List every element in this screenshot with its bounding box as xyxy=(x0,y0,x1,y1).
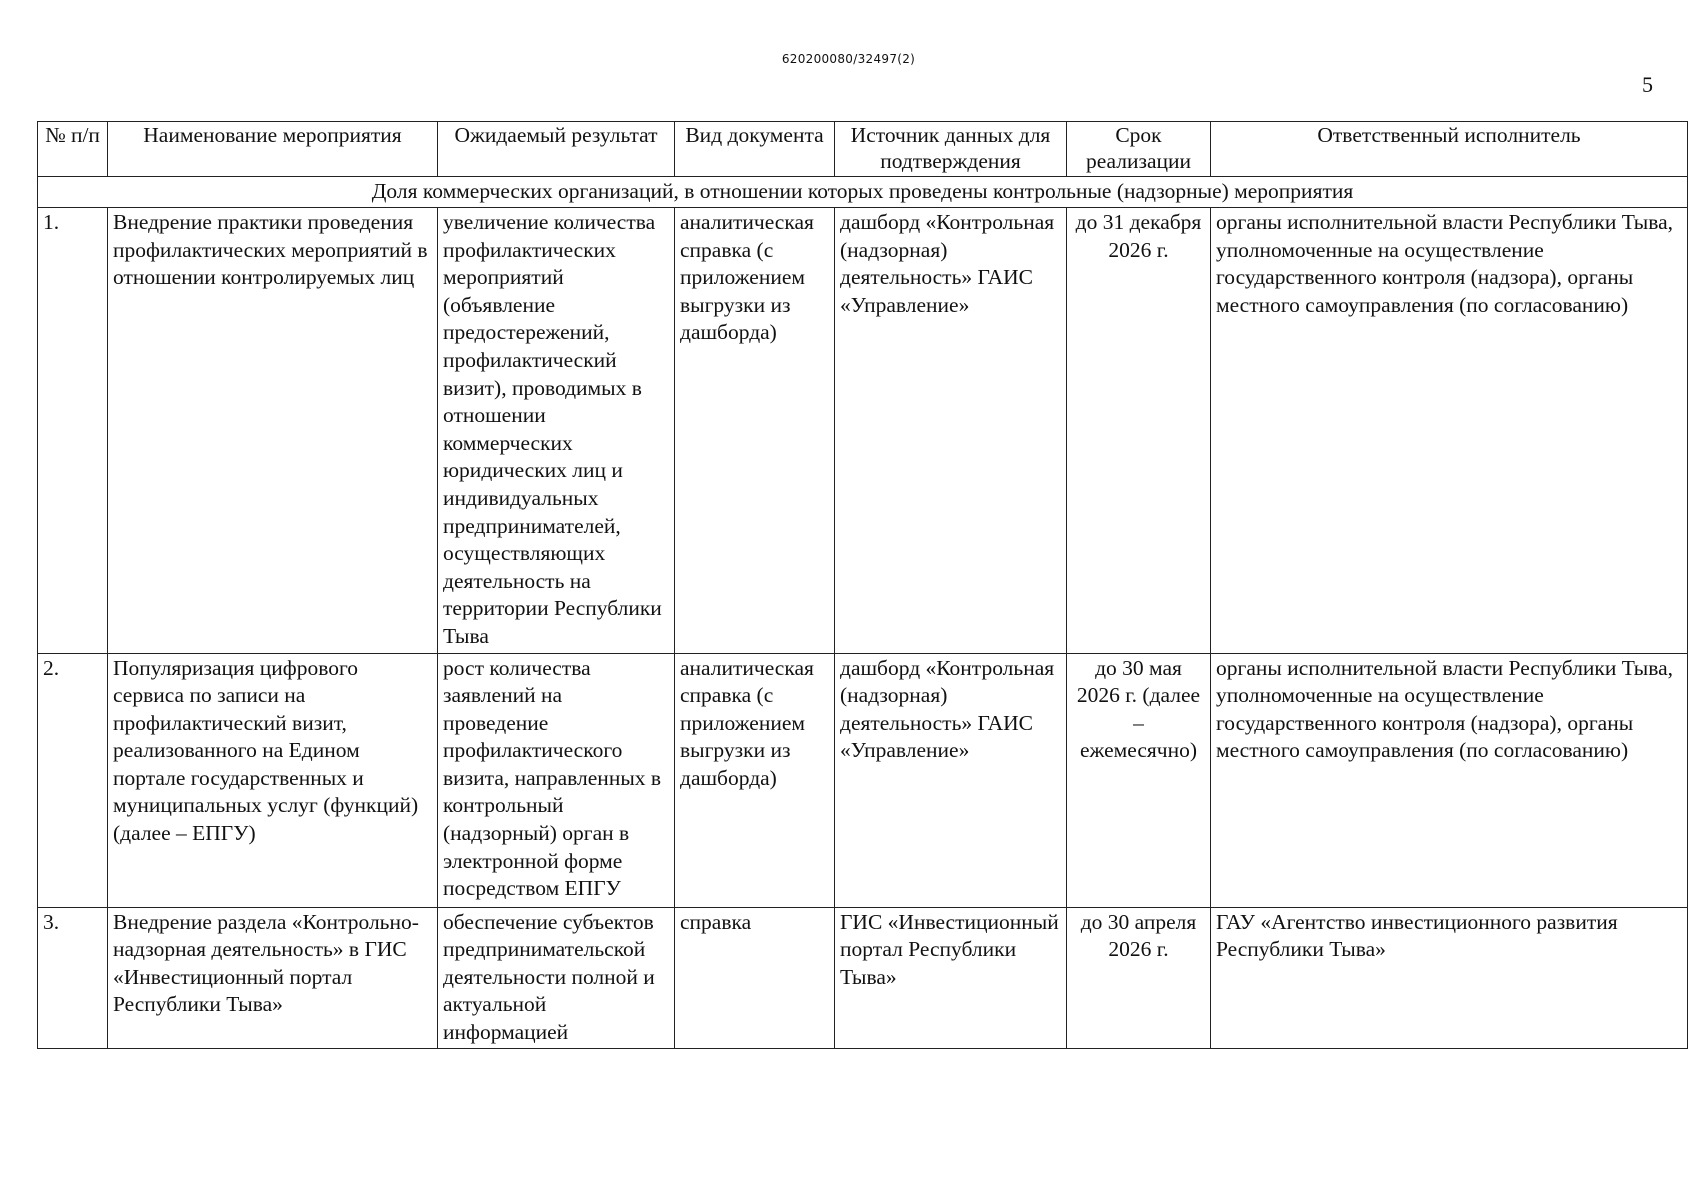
header-name: Наименование мероприятия xyxy=(108,122,438,177)
row-name: Популяризация цифрового сервиса по записи на профилактический визит, реализованного на Едином портале государственных и муниципальных услуг (функций) (далее – ЕПГУ) xyxy=(108,653,438,907)
row-deadline: до 30 мая 2026 г. (далее – ежемесячно) xyxy=(1067,653,1211,907)
row-result: рост количества заявлений на проведение профилактического визита, направленных в контрольный (надзорный) орган в электронной форме посредством ЕПГУ xyxy=(438,653,675,907)
row-responsible: органы исполнительной власти Республики Тыва, уполномоченные на осуществление государственного контроля (надзора), органы местного самоуправления (по согласованию) xyxy=(1211,653,1688,907)
measures-table xyxy=(37,121,1688,1049)
table-row xyxy=(38,907,1688,1049)
page-number: 5 xyxy=(1642,72,1653,97)
section-title: Доля коммерческих организаций, в отношении которых проведены контрольные (надзорные) мероприятия xyxy=(38,177,1688,208)
row-deadline: до 30 апреля 2026 г. xyxy=(1067,907,1211,1049)
row-deadline: до 31 декабря 2026 г. xyxy=(1067,208,1211,654)
row-source: дашборд «Контрольная (надзорная) деятельность» ГАИС «Управление» xyxy=(835,208,1067,654)
row-responsible: органы исполнительной власти Республики Тыва, уполномоченные на осуществление государственного контроля (надзора), органы местного самоуправления (по согласованию) xyxy=(1211,208,1688,654)
row-doc-type: справка xyxy=(675,907,835,1049)
row-name: Внедрение раздела «Контрольно-надзорная деятельность» в ГИС «Инвестиционный портал Республики Тыва» xyxy=(108,907,438,1049)
row-number: 3. xyxy=(38,907,108,1049)
row-doc-type: аналитическая справка (с приложением выгрузки из дашборда) xyxy=(675,653,835,907)
row-number: 1. xyxy=(38,208,108,654)
section-row xyxy=(38,177,1688,208)
table-row xyxy=(38,208,1688,654)
header-result: Ожидаемый результат xyxy=(438,122,675,177)
header-deadline: Срок реализации xyxy=(1067,122,1211,177)
row-source: дашборд «Контрольная (надзорная) деятельность» ГАИС «Управление» xyxy=(835,653,1067,907)
row-responsible: ГАУ «Агентство инвестиционного развития Республики Тыва» xyxy=(1211,907,1688,1049)
table-header-row xyxy=(38,122,1688,177)
document-id: 620200080/32497(2) xyxy=(781,52,916,66)
row-result: обеспечение субъектов предпринимательской деятельности полной и актуальной информацией xyxy=(438,907,675,1049)
row-result: увеличение количества профилактических мероприятий (объявление предостережений, профилактический визит), проводимых в отношении коммерческих юридических лиц и индивидуальных предпринимателей, осуществляющих деятельность на территории Республики Тыва xyxy=(438,208,675,654)
header-doc-type: Вид документа xyxy=(675,122,835,177)
row-source: ГИС «Инвестиционный портал Республики Тыва» xyxy=(835,907,1067,1049)
header-responsible: Ответственный исполнитель xyxy=(1211,122,1688,177)
table-row xyxy=(38,653,1688,907)
header-number: № п/п xyxy=(38,122,108,177)
row-number: 2. xyxy=(38,653,108,907)
header-source: Источник данных для подтверждения xyxy=(835,122,1067,177)
row-doc-type: аналитическая справка (с приложением выгрузки из дашборда) xyxy=(675,208,835,654)
row-name: Внедрение практики проведения профилактических мероприятий в отношении контролируемых лиц xyxy=(108,208,438,654)
